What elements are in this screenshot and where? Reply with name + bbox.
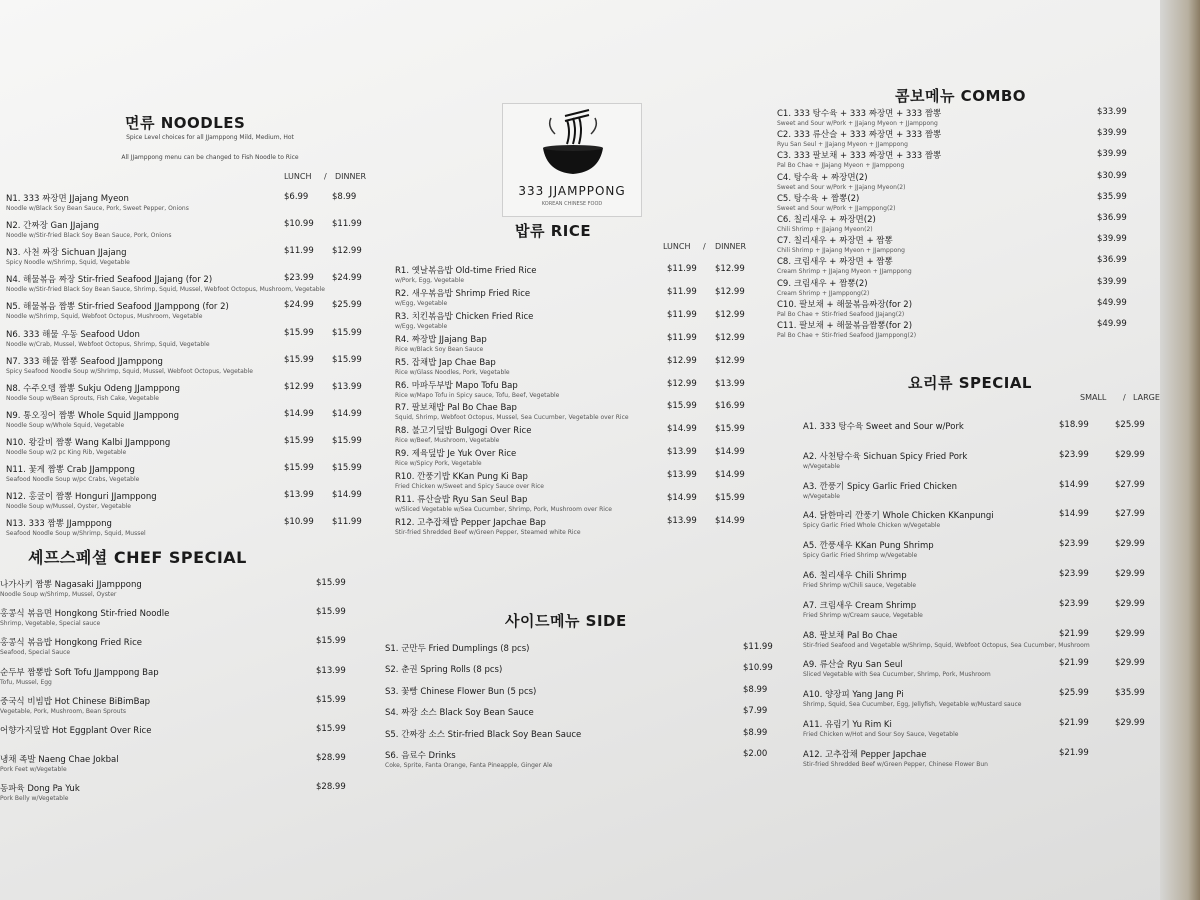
special-item-large-price: $25.99 xyxy=(1115,420,1145,430)
noodles-note-change: All JJamppong menu can be changed to Fish Noodle to Rice xyxy=(121,154,299,161)
rice-title: 밥류 RICE xyxy=(515,222,592,240)
rice-item-lunch-price: $13.99 xyxy=(667,470,697,481)
special-item xyxy=(803,569,1200,599)
noodles-item xyxy=(6,517,376,544)
combo-item-description: Cream Shrimp + JJamppong(2) xyxy=(777,289,870,297)
chef-item-name: 냉채 족발 Naeng Chae Jokbal xyxy=(0,755,119,766)
noodles-item xyxy=(6,355,376,382)
special-item-small-price: $23.99 xyxy=(1059,449,1089,460)
special-item-large-price: $29.99 xyxy=(1115,628,1145,639)
special-item-name: A11. 유림기 Yu Rim Ki xyxy=(803,720,892,730)
noodles-item-name: N2. 간짜장 Gan JJajang xyxy=(6,221,99,232)
rice-item-name: R2. 새우볶음밥 Shrimp Fried Rice xyxy=(395,288,531,299)
noodles-item-lunch-price: $11.99 xyxy=(284,246,314,257)
rice-item-dinner-price: $15.99 xyxy=(715,493,745,503)
logo-name: 333 JJAMPPONG xyxy=(518,184,626,198)
special-item-large-price: $29.99 xyxy=(1115,718,1145,728)
noodles-item xyxy=(6,409,376,436)
side-item xyxy=(385,663,785,684)
noodles-item-lunch-price: $15.99 xyxy=(284,354,314,365)
noodles-item-dinner-price: $15.99 xyxy=(332,463,362,473)
chef-item-name: 순두부 짬뽕밥 Soft Tofu JJamppong Bap xyxy=(0,667,159,678)
combo-title: 콤보메뉴 COMBO xyxy=(895,87,1027,105)
rice-item-description: Stir-fried Shredded Beef w/Green Pepper, Steamed white Rice xyxy=(395,528,581,536)
chef-item xyxy=(0,636,360,665)
chef-item xyxy=(0,724,360,753)
noodles-item-lunch-price: $15.99 xyxy=(284,435,314,446)
noodles-item-lunch-price: $6.99 xyxy=(284,192,309,202)
special-item-description: w/Vegetable xyxy=(803,492,840,500)
chef-item-name: 홍콩식 볶음밥 Hongkong Fried Rice xyxy=(0,638,142,649)
rice-item-dinner-price: $12.99 xyxy=(715,309,745,320)
special-item-small-price: $21.99 xyxy=(1059,658,1089,669)
noodles-note-spice: Spice Level choices for all JJamppong Mild, Medium, Hot xyxy=(126,134,294,141)
special-item-description: Stir-fried Seafood and Vegetable w/Shrimp, Squid, Webfoot Octopus, Sea Cucumber, Mushroom xyxy=(803,641,1090,649)
special-item-large-price: $29.99 xyxy=(1115,449,1145,460)
combo-item-description: Chili Shrimp + JJajang Myeon + JJamppong xyxy=(777,247,905,255)
special-item-name: A12. 고추잡채 Pepper Japchae xyxy=(803,749,927,760)
chef-item-name: 홍콩식 볶음면 Hongkong Stir-fried Noodle xyxy=(0,609,170,620)
rice-item-dinner-price: $12.99 xyxy=(715,355,745,366)
combo-item xyxy=(777,128,1137,149)
chef-item-description: Noodle Soup w/Shrimp, Mussel, Oyster xyxy=(0,591,117,598)
special-item xyxy=(803,450,1200,480)
rice-item-dinner-price: $12.99 xyxy=(715,332,745,343)
chef-item-description: Pork Feet w/Vegetable xyxy=(0,766,67,774)
special-item-large-price: $35.99 xyxy=(1115,688,1145,699)
noodles-title: 면류 NOODLES xyxy=(125,114,246,132)
noodles-item-lunch-price: $10.99 xyxy=(284,219,314,230)
combo-item-description: Cream Shrimp + JJajang Myeon + JJamppong xyxy=(777,268,912,276)
rice-item xyxy=(395,401,785,424)
rice-item-description: Rice w/Spicy Pork, Vegetable xyxy=(395,460,482,468)
restaurant-logo xyxy=(502,103,642,217)
chef-item-price-price: $28.99 xyxy=(316,782,346,793)
combo-item xyxy=(777,277,1137,298)
noodles-item-description: Noodle Soup w/Mussel, Oyster, Vegetable xyxy=(6,503,131,511)
rice-item-name: R11. 류산슬밥 Ryu San Seul Bap xyxy=(395,495,528,505)
special-item xyxy=(803,688,1200,718)
rice-item-description: w/Sliced Vegetable w/Sea Cucumber, Shrimp, Pork, Mushroom over Rice xyxy=(395,506,612,513)
noodles-item-dinner-price: $14.99 xyxy=(332,490,362,501)
rice-item-dinner-price: $14.99 xyxy=(715,470,745,481)
rice-item-name: R10. 깐풍기밥 KKan Pung Ki Bap xyxy=(395,472,528,483)
rice-item-dinner-price: $14.99 xyxy=(715,447,745,458)
combo-item-price-price: $30.99 xyxy=(1097,170,1127,181)
combo-item xyxy=(777,107,1137,128)
noodles-item-dinner-price: $15.99 xyxy=(332,354,362,365)
rice-item-dinner-price: $16.99 xyxy=(715,401,745,412)
noodle-bowl-icon xyxy=(503,104,641,184)
noodles-item-name: N10. 왕갈비 짬뽕 Wang Kalbi JJamppong xyxy=(6,437,171,448)
side-item-price-price: $2.00 xyxy=(743,749,768,759)
combo-item-name: C9. 크림새우 + 짬뽕(2) xyxy=(777,278,868,289)
special-item-small-price: $23.99 xyxy=(1059,598,1089,609)
combo-item-price-price: $39.99 xyxy=(1097,276,1127,287)
side-item xyxy=(385,642,785,663)
special-item-name: A5. 깐풍새우 KKan Pung Shrimp xyxy=(803,541,934,552)
chef-item-price-price: $15.99 xyxy=(316,578,346,588)
special-item-large-price: $27.99 xyxy=(1115,509,1145,520)
rice-item-description: Fried Chicken w/Sweet and Spicy Sauce over Rice xyxy=(395,483,544,491)
special-item-large-price: $29.99 xyxy=(1115,598,1145,609)
chef-item xyxy=(0,753,360,782)
combo-item-description: Pal Bo Chae + Stir-fried Seafood JJajang(2) xyxy=(777,310,905,318)
noodles-item-name: N8. 수주오뎅 짬뽕 Sukju Odeng JJamppong xyxy=(6,383,181,394)
noodles-dinner-header: DINNER xyxy=(335,172,367,181)
chef-item-description: Vegetable, Pork, Mushroom, Bean Sprouts xyxy=(0,707,127,715)
noodles-item-dinner-price: $15.99 xyxy=(332,327,362,338)
noodles-item xyxy=(6,192,376,219)
noodles-item-description: Seafood Noodle Soup w/pc Crabs, Vegetable xyxy=(6,476,140,483)
combo-item-description: Sweet and Sour w/Pork + JJajang Myeon + JJamppong xyxy=(777,120,938,127)
rice-item-name: R12. 고추잡채밥 Pepper Japchae Bap xyxy=(395,517,546,528)
rice-item-description: Squid, Shrimp, Webfoot Octopus, Mussel, Sea Cucumber, Vegetable over Rice xyxy=(395,414,629,422)
noodles-item-name: N3. 사천 짜장 Sichuan JJajang xyxy=(6,248,127,259)
rice-item xyxy=(395,516,785,539)
special-large-header: LARGE xyxy=(1133,393,1160,402)
noodles-item-description: Noodle w/Stir-fried Black Soy Bean Sauce, Shrimp, Squid, Mussel, Webfoot Octopus, Mushroom, Vegetable xyxy=(6,286,325,294)
rice-item-lunch-price: $13.99 xyxy=(667,515,697,526)
combo-item-description: Sweet and Sour w/Pork + JJamppong(2) xyxy=(777,204,896,212)
combo-item-price-price: $39.99 xyxy=(1097,234,1127,245)
chef-item-name: 중국식 비빔밥 Hot Chinese BiBimBap xyxy=(0,696,151,707)
special-item xyxy=(803,629,1200,659)
combo-item xyxy=(777,149,1137,170)
chef-item-name: 어향가지덮밥 Hot Eggplant Over Rice xyxy=(0,726,152,736)
special-item-name: A9. 류산슬 Ryu San Seul xyxy=(803,660,903,671)
chef-item xyxy=(0,782,360,811)
rice-item xyxy=(395,287,785,310)
special-item-large-price: $27.99 xyxy=(1115,479,1145,490)
noodles-item xyxy=(6,328,376,355)
side-item xyxy=(385,706,785,727)
special-item xyxy=(803,599,1200,629)
noodles-lunch-header: LUNCH xyxy=(284,172,312,181)
rice-item-description: Rice w/Beef, Mushroom, Vegetable xyxy=(395,437,500,445)
noodles-item xyxy=(6,436,376,463)
noodles-item-description: Noodle Soup w/Bean Sprouts, Fish Cake, Vegetable xyxy=(6,394,159,402)
combo-item xyxy=(777,234,1137,255)
noodles-item-dinner-price: $11.99 xyxy=(332,219,362,230)
rice-item-name: R3. 치킨볶음밥 Chicken Fried Rice xyxy=(395,311,534,322)
combo-item-price-price: $36.99 xyxy=(1097,255,1127,266)
side-title: 사이드메뉴 SIDE xyxy=(505,612,627,630)
special-item-large-price: $29.99 xyxy=(1115,569,1145,579)
noodles-item-description: Seafood Noodle Soup w/Shrimp, Squid, Mussel xyxy=(6,530,146,538)
rice-item-description: w/Egg, Vegetable xyxy=(395,299,448,307)
combo-item xyxy=(777,171,1137,192)
side-item-name: S6. 음료수 Drinks xyxy=(385,751,456,761)
noodles-item-lunch-price: $13.99 xyxy=(284,490,314,501)
side-item-price-price: $10.99 xyxy=(743,663,773,674)
rice-dinner-header: DINNER xyxy=(715,242,747,251)
chef-item-price-price: $15.99 xyxy=(316,724,346,734)
noodles-item-description: Noodle w/Stir-fried Black Soy Bean Sauce, Pork, Onions xyxy=(6,232,172,240)
chef-title: 셰프스페셜 CHEF SPECIAL xyxy=(28,548,247,567)
rice-item-lunch-price: $12.99 xyxy=(667,355,697,366)
rice-item-description: Rice w/Mapo Tofu in Spicy sauce, Tofu, Beef, Vegetable xyxy=(395,391,560,399)
rice-item-lunch-price: $14.99 xyxy=(667,493,697,503)
side-item-name: S2. 춘권 Spring Rolls (8 pcs) xyxy=(385,665,503,676)
rice-item-name: R9. 제육덮밥 Je Yuk Over Rice xyxy=(395,449,517,460)
side-item-description: Coke, Sprite, Fanta Orange, Fanta Pineapple, Ginger Ale xyxy=(385,762,553,769)
rice-item xyxy=(395,493,785,516)
combo-item-name: C6. 칠리새우 + 짜장면(2) xyxy=(777,215,876,225)
noodles-item xyxy=(6,463,376,490)
noodles-item-name: N6. 333 해물 우동 Seafood Udon xyxy=(6,329,140,340)
special-item-large-price: $29.99 xyxy=(1115,658,1145,669)
special-item-description: Spicy Garlic Fried Shrimp w/Vegetable xyxy=(803,552,918,560)
noodles-item-description: Noodle w/Crab, Mussel, Webfoot Octopus, Shrimp, Squid, Vegetable xyxy=(6,340,210,348)
noodles-item-lunch-price: $12.99 xyxy=(284,381,314,392)
rice-item-name: R6. 마파두부밥 Mapo Tofu Bap xyxy=(395,380,518,391)
combo-item-description: Pal Bo Chae + JJajang Myeon + JJamppong xyxy=(777,162,905,170)
side-item-name: S3. 꽃빵 Chinese Flower Bun (5 pcs) xyxy=(385,686,537,697)
chef-item-description: Pork Belly w/Vegetable xyxy=(0,795,69,803)
special-item-large-price: $29.99 xyxy=(1115,539,1145,550)
rice-item xyxy=(395,264,785,287)
combo-item-description: Chili Shrimp + JJajang Myeon(2) xyxy=(777,226,873,233)
rice-item-name: R7. 팔보채밥 Pal Bo Chae Bap xyxy=(395,403,517,414)
rice-item-lunch-price: $11.99 xyxy=(667,264,697,274)
noodles-item-description: Noodle w/Black Soy Bean Sauce, Pork, Sweet Pepper, Onions xyxy=(6,205,189,212)
noodles-item-name: N5. 해물볶음 짬뽕 Stir-fried Seafood JJamppong (for 2) xyxy=(6,302,229,313)
special-item-description: Fried Shrimp w/Cream sauce, Vegetable xyxy=(803,611,923,619)
side-item-name: S4. 짜장 소스 Black Soy Bean Sauce xyxy=(385,708,534,719)
noodles-item-lunch-price: $10.99 xyxy=(284,517,314,528)
combo-item-name: C1. 333 탕수육 + 333 짜장면 + 333 짬뽕 xyxy=(777,109,942,119)
special-item-small-price: $18.99 xyxy=(1059,420,1089,430)
special-item xyxy=(803,718,1200,748)
noodles-item-lunch-price: $23.99 xyxy=(284,273,314,284)
special-item-name: A2. 사천탕수육 Sichuan Spicy Fried Pork xyxy=(803,451,968,462)
side-item-name: S5. 간짜장 소스 Stir-fried Black Soy Bean Sauce xyxy=(385,729,582,740)
rice-item xyxy=(395,379,785,402)
noodles-item-dinner-price: $13.99 xyxy=(332,381,362,392)
special-item-description: Shrimp, Squid, Sea Cucumber, Egg, Jellyfish, Vegetable w/Mustard sauce xyxy=(803,701,1022,709)
noodles-item-name: N11. 꽃게 짬뽕 Crab JJamppong xyxy=(6,465,135,475)
combo-item xyxy=(777,213,1137,234)
noodles-item-description: Noodle Soup w/2 pc King Rib, Vegetable xyxy=(6,448,127,456)
combo-item-price-price: $39.99 xyxy=(1097,128,1127,139)
rice-item-lunch-price: $11.99 xyxy=(667,309,697,320)
combo-item-name: C8. 크림새우 + 짜장면 + 짬뽕 xyxy=(777,257,893,268)
chef-item xyxy=(0,607,360,636)
noodles-item-name: N4. 해물볶음 짜장 Stir-fried Seafood JJajang (for 2) xyxy=(6,275,213,286)
side-item-price-price: $11.99 xyxy=(743,642,773,652)
noodles-item-description: Noodle w/Shrimp, Squid, Webfoot Octopus, Mushroom, Vegetable xyxy=(6,313,203,321)
noodles-item-name: N7. 333 해물 짬뽕 Seafood JJamppong xyxy=(6,356,163,367)
noodles-item-dinner-price: $25.99 xyxy=(332,300,362,311)
rice-item-dinner-price: $14.99 xyxy=(715,515,745,526)
noodles-item-dinner-price: $11.99 xyxy=(332,517,362,528)
noodles-item-lunch-price: $14.99 xyxy=(284,408,314,419)
rice-item xyxy=(395,447,785,470)
noodles-item-name: N13. 333 짬뽕 JJamppong xyxy=(6,519,112,530)
chef-item-price-price: $15.99 xyxy=(316,607,346,618)
combo-item-name: C7. 칠리새우 + 짜장면 + 짬뽕 xyxy=(777,236,893,247)
special-item-small-price: $14.99 xyxy=(1059,509,1089,520)
chef-item-price-price: $13.99 xyxy=(316,665,346,676)
combo-item-price-price: $33.99 xyxy=(1097,107,1127,117)
rice-item-dinner-price: $15.99 xyxy=(715,424,745,435)
noodles-item-name: N9. 통오징어 짬뽕 Whole Squid JJamppong xyxy=(6,410,180,421)
combo-item-name: C5. 탕수육 + 짬뽕(2) xyxy=(777,193,860,204)
special-item-name: A3. 깐풍기 Spicy Garlic Fried Chicken xyxy=(803,481,957,492)
combo-item-description: Ryu San Seul + JJajang Myeon + JJamppong xyxy=(777,141,908,149)
special-item-description: Fried Chicken w/Hot and Sour Soy Sauce, Vegetable xyxy=(803,731,959,738)
combo-item-price-price: $36.99 xyxy=(1097,213,1127,223)
special-item xyxy=(803,509,1200,539)
combo-item-price-price: $35.99 xyxy=(1097,191,1127,202)
chef-item-description: Seafood, Special Sauce xyxy=(0,649,71,657)
combo-item-price-price: $49.99 xyxy=(1097,319,1127,329)
noodles-item-description: Spicy Seafood Noodle Soup w/Shrimp, Squid, Mussel, Webfoot Octopus, Vegetable xyxy=(6,367,253,375)
noodles-item xyxy=(6,490,376,517)
special-item xyxy=(803,748,1200,778)
special-item xyxy=(803,480,1200,510)
special-item-name: A4. 닭한마리 깐풍기 Whole Chicken KKanpungi xyxy=(803,511,994,522)
rice-item-lunch-price: $13.99 xyxy=(667,447,697,458)
rice-item-name: R5. 잡채밥 Jap Chae Bap xyxy=(395,357,496,368)
special-item-small-price: $23.99 xyxy=(1059,569,1089,579)
menu-page: 면류 NOODLES Spice Level choices for all JJamppong Mild, Medium, Hot All JJamppong menu can be changed to Fish Noodle to Rice LUNCH / DINNER N1. 333 짜장면 JJajang Myeon Noodle w/Black Soy Bean Sauce, Pork, Sweet Pepper, Onions $6.99 $8.99 N2. 간짜장 Gan JJajang Noodle w/Stir-fried Black Soy Bean Sauce, Pork, Onions $10.99 $11.99 N3. 사천 짜장 Sichuan JJajang Spicy Noodle w/Shrimp, Squid, Vegetable $11.99 $12.99 N4. 해물볶음 짜장 Stir-fried Seafood JJajang (for 2) Noodle w/Stir-fried Black Soy Bean Sauce, Shrimp, Squid, Mussel, Webfoot Octopus, Mushroom, Vegetable $23.99 $24.99 N5. 해물볶음 짬뽕 Stir-fried Seafood JJamppong (for 2) Noodle w/Shrimp, Squid, Webfoot Octopus, Mushroom, Vegetable $24.99 $25.99 N6. 333 해물 우동 Seafood Udon Noodle w/Crab, Mussel, Webfoot Octopus, Shrimp, Squid, Vegetable $15.99 $15.99 N7. 333 해물 짬뽕 Seafood JJamppong Spicy Seafood Noodle Soup w/Shrimp, Squid, Mussel, Webfoot Octopus, Vegetable $15.99 $15.99 N8. 수주오뎅 짬뽕 Sukju Odeng JJamppong Noodle Soup w/Bean Sprouts, Fish Cake, Vegetable $12.99 $13.99 N9. 통오징어 짬뽕 Whole Squid JJamppong Noodle Soup w/Whole Squid, Vegetable $14.99 $14.99 N10. 왕갈비 짬뽕 Wang Kalbi JJamppong Noodle Soup w/2 pc King Rib, Vegetable $15.99 $15.99 N11. 꽃게 짬뽕 Crab JJamppong Seafood Noodle Soup w/pc Crabs, Vegetable $15.99 $15.99 N12. 홍굴이 짬뽕 Honguri JJamppong Noodle Soup w/Mussel, Oyster, Vegetable $13.99 $14.99 N13. 333 짬뽕 JJamppong Seafood Noodle Soup w/Shrimp, Squid, Mussel $10.99 $11.99 셰프스페셜 CHEF SPECIAL 나가사키 짬뽕 Nagasaki JJamppong Noodle Soup w/Shrimp, Mussel, Oyster $15.99 홍콩식 볶음면 Hongkong Stir-fried Noodle Shrimp, Vegetable, Special sauce $15.99 홍콩식 볶음밥 Hongkong Fried Rice Seafood, Special Sauce $15.99 순두부 짬뽕밥 Soft Tofu JJamppong Bap Tofu, Mussel, Egg $13.99 중국식 비빔밥 Hot Chinese BiBimBap Vegetable, Pork, Mushroom, Bean Sprouts $15.99 어향가지덮밥 Hot Eggplant Over Rice $15.99 냉채 족발 Naeng Chae Jokbal Pork Feet w/Vegetable $28.99 동파육 Dong Pa Yuk Pork Belly w/Vegetable $28.99 333 JJAMPPONG KOREAN CHINESE FOOD 밥류 RICE LUNCH / DINNER R1. 옛날볶음밥 Old-time Fried Rice w/Pork, Egg, Vegetable $11.99 $12.99 R2. 새우볶음밥 Shrimp Fried Rice w/Egg, Vegetable $11.99 $12.99 R3. 치킨볶음밥 Chicken Fried Rice w/Egg, Vegetable $11.99 $12.99 R4. 짜장밥 JJajang Bap Rice w/Black Soy Bean Sauce $11.99 $12.99 R5. 잡채밥 Jap Chae Bap Rice w/Glass Noodles, Pork, Vegetable $12.99 $12.99 R6. 마파두부밥 Mapo Tofu Bap Rice w/Mapo Tofu in Spicy sauce, Tofu, Beef, Vegetable $12.99 $13.99 R7. 팔보채밥 Pal Bo Chae Bap Squid, Shrimp, Webfoot Octopus, Mussel, Sea Cucumber, Vegetable over Rice $15.99 $16.99 R8. 불고기덮밥 Bulgogi Over Rice Rice w/Beef, Mushroom, Vegetable $14.99 $15.99 R9. 제육덮밥 Je Yuk Over Rice Rice w/Spicy Pork, Vegetable $13.99 $14.99 R10. 깐풍기밥 KKan Pung Ki Bap Fried Chicken w/Sweet and Spicy Sauce over Rice $13.99 $14.99 R11. 류산슬밥 Ryu San Seul Bap w/Sliced Vegetable w/Sea Cucumber, Shrimp, Pork, Mushroom over Rice $14.99 $15.99 R12. 고추잡채밥 Pepper Japchae Bap Stir-fried Shredded Beef w/Green Pepper, Steamed white Rice $13.99 $14.99 사이드메뉴 SIDE S1. 군만두 Fried Dumplings (8 pcs) $11.99 S2. 춘권 Spring Rolls (8 pcs) $10.99 S3. 꽃빵 Chinese Flower Bun (5 pcs) $8.99 S4. 짜장 소스 Black Soy Bean Sauce $7.99 S5. 간짜장 소스 Stir-fried Black Soy Bean Sauce $8.99 S6. 음료수 Drinks Coke, Sprite, Fanta Orange, Fanta Pineapple, Ginger Ale $2.00 콤보메뉴 COMBO C1. 333 탕수육 + 333 짜장면 + 333 짬뽕 Sweet and Sour w/Pork + JJajang Myeon + JJamppong $33.99 C2. 333 류산슬 + 333 짜장면 + 333 짬뽕 Ryu San Seul + JJajang Myeon + JJamppong $39.99 C3. 333 팔보채 + 333 짜장면 + 333 짬뽕 Pal Bo Chae + JJajang Myeon + JJamppong $39.99 C4. 탕수육 + 짜장면(2) Sweet and Sour w/Pork + JJajang Myeon(2) $30.99 C5. 탕수육 + 짬뽕(2) Sweet and Sour w/Pork + JJamppong(2) $35.99 C6. 칠리새우 + 짜장면(2) Chili Shrimp + JJajang Myeon(2) $36.99 C7. 칠리새우 + 짜장면 + 짬뽕 Chili Shrimp + JJajang Myeon + JJamppong $39.99 C8. 크림새우 + 짜장면 + 짬뽕 Cream Shrimp + JJajang Myeon + JJamppong $36.99 C9. 크림새우 + 짬뽕(2) Cream Shrimp + JJamppong(2) $39.99 C10. 팔보채 + 해물볶음짜장(for 2) Pal Bo Chae + Stir-fried Seafood JJajang(2) $49.99 C11. 팔보채 + 해물볶음짬뽕(for 2) Pal Bo Chae + Stir-fried Seafood JJamppong(2) $49.99 요리류 SPECIAL SMALL / LARGE A1. 333 탕수육 Sweet and Sour w/Pork $18.99 $25.99 A2. 사천탕수육 Sichuan Spicy Fried Pork w/Vegetable $23.99 $29.99 A3. 깐풍기 Spicy Garlic Fried Chicken w/Vegetable $14.99 $27.99 A4. 닭한마리 깐풍기 Whole Chicken KKanpungi Spicy Garlic Fried Whole Chicken w/Vegetable $14.99 $27.99 A5. 깐풍새우 KKan Pung Shrimp Spicy Garlic Fried Shrimp w/Vegetable $23.99 $29.99 A6. 칠리새우 Chili Shrimp Fried Shrimp w/Chili sauce, Vegetable $23.99 $29.99 A7. 크림새우 Cream Shrimp Fried Shrimp w/Cream sauce, Vegetable $23.99 $29.99 A8. 팔보채 Pal Bo Chae Stir-fried Seafood and Vegetable w/Shrimp, Squid, Webfoot Octopus, Sea Cucumber, Mushroom $21.99 $29.99 A9. 류산슬 Ryu San Seul Sliced Vegetable with Sea Cucumber, Shrimp, Pork, Mushroom $21.99 $29.99 A10. 양장피 Yang Jang Pi Shrimp, Squid, Sea Cucumber, Egg, Jellyfish, Vegetable w/Mustard sauce $25.99 $35.99 A11. 유림기 Yu Rim Ki Fried Chicken w/Hot and Sour Soy Sauce, Vegetable $21.99 $29.99 A12. 고추잡채 Pepper Japchae Stir-fried Shredded Beef w/Green Pepper, Chinese Flower Bun $21.99 xyxy=(0,0,1200,900)
side-item xyxy=(385,749,785,770)
noodles-item-dinner-price: $12.99 xyxy=(332,246,362,257)
combo-item-price-price: $39.99 xyxy=(1097,149,1127,160)
rice-item-lunch-price: $15.99 xyxy=(667,401,697,412)
noodles-item-description: Noodle Soup w/Whole Squid, Vegetable xyxy=(6,421,125,429)
rice-item-lunch-price: $12.99 xyxy=(667,378,697,389)
rice-item-description: Rice w/Glass Noodles, Pork, Vegetable xyxy=(395,368,510,376)
chef-item-price-price: $15.99 xyxy=(316,636,346,647)
special-item-description: Spicy Garlic Fried Whole Chicken w/Vegetable xyxy=(803,522,941,530)
special-item-small-price: $14.99 xyxy=(1059,479,1089,490)
noodles-item xyxy=(6,382,376,409)
combo-item-name: C11. 팔보채 + 해물볶음짬뽕(for 2) xyxy=(777,321,913,331)
rice-item-dinner-price: $12.99 xyxy=(715,264,745,274)
rice-item xyxy=(395,310,785,333)
special-item-small-price: $25.99 xyxy=(1059,688,1089,699)
chef-item xyxy=(0,695,360,724)
rice-item xyxy=(395,424,785,447)
noodles-item-dinner-price: $15.99 xyxy=(332,435,362,446)
special-item-name: A6. 칠리새우 Chili Shrimp xyxy=(803,571,907,581)
noodles-item-lunch-price: $24.99 xyxy=(284,300,314,311)
special-item-small-price: $21.99 xyxy=(1059,718,1089,728)
special-item-small-price: $21.99 xyxy=(1059,747,1089,758)
special-item xyxy=(803,658,1200,688)
chef-item-price-price: $15.99 xyxy=(316,694,346,705)
side-item-name: S1. 군만두 Fried Dumplings (8 pcs) xyxy=(385,644,530,654)
rice-item-name: R4. 짜장밥 JJajang Bap xyxy=(395,334,487,345)
rice-item xyxy=(395,333,785,356)
rice-item xyxy=(395,470,785,493)
rice-item-lunch-price: $11.99 xyxy=(667,286,697,297)
rice-item-name: R8. 불고기덮밥 Bulgogi Over Rice xyxy=(395,426,532,437)
special-item-name: A1. 333 탕수육 Sweet and Sour w/Pork xyxy=(803,422,964,432)
rice-item-dinner-price: $13.99 xyxy=(715,378,745,389)
chef-item xyxy=(0,666,360,695)
rice-item xyxy=(395,356,785,379)
side-item-price-price: $7.99 xyxy=(743,706,768,717)
combo-item xyxy=(777,192,1137,213)
special-small-header: SMALL xyxy=(1080,393,1107,402)
chef-item-price-price: $28.99 xyxy=(316,753,346,764)
chef-item xyxy=(0,578,360,607)
rice-lunch-header: LUNCH xyxy=(663,242,691,251)
logo-tagline: KOREAN CHINESE FOOD xyxy=(541,201,603,207)
special-item-description: Stir-fried Shredded Beef w/Green Pepper, Chinese Flower Bun xyxy=(803,760,988,768)
noodles-item-dinner-price: $24.99 xyxy=(332,273,362,284)
rice-item-description: Rice w/Black Soy Bean Sauce xyxy=(395,345,484,353)
rice-item-lunch-price: $14.99 xyxy=(667,424,697,435)
special-item xyxy=(803,420,1200,450)
special-item-description: Fried Shrimp w/Chili sauce, Vegetable xyxy=(803,582,917,589)
side-item xyxy=(385,685,785,706)
chef-item-description: Shrimp, Vegetable, Special sauce xyxy=(0,620,101,628)
combo-item-name: C2. 333 류산슬 + 333 짜장면 + 333 짬뽕 xyxy=(777,130,942,141)
side-item xyxy=(385,728,785,749)
noodles-item-name: N12. 홍굴이 짬뽕 Honguri JJamppong xyxy=(6,492,157,503)
rice-item-dinner-price: $12.99 xyxy=(715,286,745,297)
combo-item-description: Pal Bo Chae + Stir-fried Seafood JJamppong(2) xyxy=(777,332,917,339)
noodles-item-dinner-price: $8.99 xyxy=(332,192,357,202)
side-item-price-price: $8.99 xyxy=(743,727,768,738)
side-item-price-price: $8.99 xyxy=(743,684,768,695)
noodles-item-lunch-price: $15.99 xyxy=(284,463,314,473)
chef-item-name: 동파육 Dong Pa Yuk xyxy=(0,784,80,795)
special-item xyxy=(803,539,1200,569)
special-item-small-price: $23.99 xyxy=(1059,539,1089,550)
noodles-item-description: Spicy Noodle w/Shrimp, Squid, Vegetable xyxy=(6,259,130,267)
chef-item-description: Tofu, Mussel, Egg xyxy=(0,678,52,686)
special-title: 요리류 SPECIAL xyxy=(908,374,1032,392)
noodles-item xyxy=(6,246,376,273)
special-item-description: w/Vegetable xyxy=(803,462,840,470)
combo-item xyxy=(777,298,1137,319)
rice-item-description: w/Egg, Vegetable xyxy=(395,322,448,330)
combo-item-name: C4. 탕수육 + 짜장면(2) xyxy=(777,172,868,183)
rice-item-description: w/Pork, Egg, Vegetable xyxy=(395,277,465,284)
combo-item xyxy=(777,319,1137,340)
rice-item-name: R1. 옛날볶음밥 Old-time Fried Rice xyxy=(395,266,537,276)
combo-item-price-price: $49.99 xyxy=(1097,297,1127,308)
special-item-name: A8. 팔보채 Pal Bo Chae xyxy=(803,630,898,641)
combo-item xyxy=(777,255,1137,276)
noodles-item xyxy=(6,300,376,327)
special-item-name: A7. 크림새우 Cream Shrimp xyxy=(803,600,917,611)
special-item-description: Sliced Vegetable with Sea Cucumber, Shrimp, Pork, Mushroom xyxy=(803,671,991,679)
noodles-item-name: N1. 333 짜장면 JJajang Myeon xyxy=(6,194,129,204)
combo-item-name: C3. 333 팔보채 + 333 짜장면 + 333 짬뽕 xyxy=(777,151,942,162)
noodles-item xyxy=(6,219,376,246)
special-item-name: A10. 양장피 Yang Jang Pi xyxy=(803,690,904,701)
combo-item-description: Sweet and Sour w/Pork + JJajang Myeon(2) xyxy=(777,183,906,191)
special-item-small-price: $21.99 xyxy=(1059,628,1089,639)
noodles-item xyxy=(6,273,376,300)
chef-item-name: 나가사키 짬뽕 Nagasaki JJamppong xyxy=(0,580,142,590)
noodles-item-dinner-price: $14.99 xyxy=(332,408,362,419)
rice-item-lunch-price: $11.99 xyxy=(667,332,697,343)
combo-item-name: C10. 팔보채 + 해물볶음짜장(for 2) xyxy=(777,299,913,310)
noodles-item-lunch-price: $15.99 xyxy=(284,327,314,338)
